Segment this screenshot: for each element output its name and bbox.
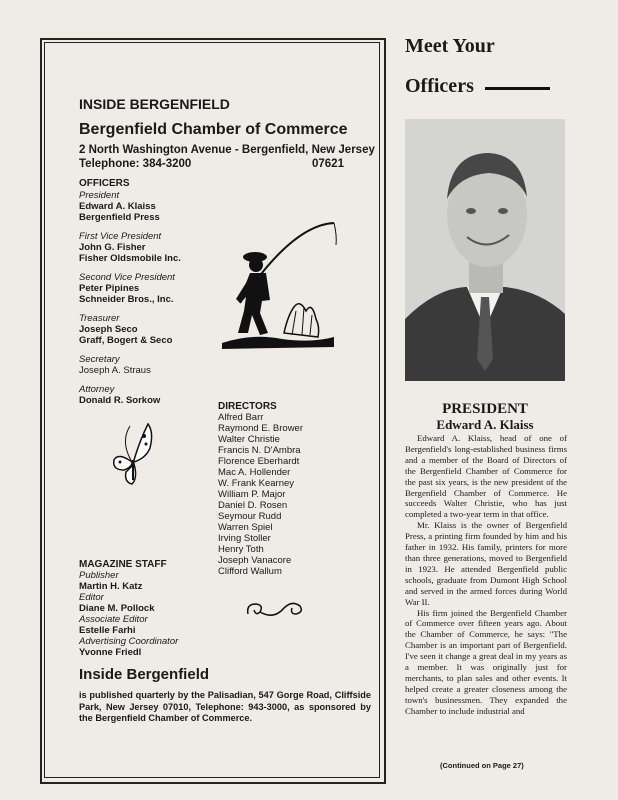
director-name: Irving Stoller <box>218 533 271 544</box>
directors-list <box>218 401 348 577</box>
officer-name: John G. Fisher <box>79 242 146 253</box>
staff-role: Associate Editor <box>79 614 148 625</box>
chamber-address: 2 North Washington Avenue - Bergenfield, New Jersey <box>79 144 375 156</box>
staff-role: Advertising Coordinator <box>79 636 179 647</box>
staff-role: Publisher <box>79 570 119 581</box>
scroll-flourish-ornament <box>244 596 306 622</box>
officer-role: Attorney <box>79 384 115 395</box>
director-name: Joseph Vanacore <box>218 555 292 566</box>
officer-name: Edward A. Klaiss <box>79 201 156 212</box>
director-name: Florence Eberhardt <box>218 456 300 467</box>
masthead-title: INSIDE BERGENFIELD <box>79 96 230 112</box>
staff-name: Diane M. Pollock <box>79 603 155 614</box>
continued-note: (Continued on Page 27) <box>440 761 524 770</box>
officer-treasurer <box>79 313 209 346</box>
director-name: Seymour Rudd <box>218 511 282 522</box>
officer-president <box>79 190 209 223</box>
officer-company: Schneider Bros., Inc. <box>79 294 174 305</box>
chamber-telephone: Telephone: 384-3200 <box>79 158 192 170</box>
officer-role: President <box>79 190 120 201</box>
officers-heading: OFFICERS <box>79 178 130 189</box>
president-portrait-photo <box>405 119 565 381</box>
bio-paragraph: Edward A. Klaiss, head of one of Bergenfield's long-established business firms and a member of the Board of Directors of the Bergenfield Chamber of Commerce for the past six years, is the new president of the Bergenfield Chamber of Commerce. He succeeds Walter Christie, who has just completed a two-year term in that office. <box>405 433 567 520</box>
staff-role: Editor <box>79 592 104 603</box>
chamber-name: Bergenfield Chamber of Commerce <box>79 121 348 138</box>
director-name: Walter Christie <box>218 434 280 445</box>
director-name: W. Frank Kearney <box>218 478 295 489</box>
director-name: Francis N. D'Ambra <box>218 445 301 456</box>
officer-secretary <box>79 354 209 376</box>
officers-list <box>79 178 209 406</box>
director-name: Warren Spiel <box>218 522 273 533</box>
chamber-zip: 07621 <box>312 158 344 170</box>
officer-name: Peter Pipines <box>79 283 140 294</box>
bio-paragraph: His firm joined the Bergenfield Chamber of Commerce over fifteen years ago. About the Chamber of Commerce, he says: "The Chamber is an important part of Bergenfield. I've seen it change a great deal in my years as a member. It was originally just for merchants, to plan sales and other events. It helped create a greater closeness among the town's businessmen. They expanded the Chamber to include industrial and <box>405 607 567 716</box>
officer-company: Graff, Bogert & Seco <box>79 335 173 346</box>
feature-title-line1: Meet Your <box>405 35 495 57</box>
president-biography <box>405 433 567 717</box>
publication-heading: Inside Bergenfield <box>79 666 210 683</box>
officer-name: Donald R. Sorkow <box>79 395 161 406</box>
officer-company: Fisher Oldsmobile Inc. <box>79 253 181 264</box>
officer-role: Secretary <box>79 354 120 365</box>
director-name: Henry Toth <box>218 544 264 555</box>
officer-role: Second Vice President <box>79 272 175 283</box>
officer-name: Joseph Seco <box>79 324 138 335</box>
fisherman-silhouette-illustration <box>222 215 342 355</box>
officer-company: Bergenfield Press <box>79 212 160 223</box>
president-name: Edward A. Klaiss <box>436 417 534 432</box>
title-rule <box>485 87 550 90</box>
director-name: Daniel D. Rosen <box>218 500 288 511</box>
officer-first-vp <box>79 231 209 264</box>
director-name: Mac A. Hollender <box>218 467 291 478</box>
staff-name: Estelle Farhi <box>79 625 136 636</box>
portrait-image <box>405 119 565 381</box>
directors-heading: DIRECTORS <box>218 401 277 412</box>
president-title: PRESIDENT <box>442 401 528 417</box>
director-name: Raymond E. Brower <box>218 423 304 434</box>
director-name: William P. Major <box>218 489 286 500</box>
bio-paragraph: Mr. Klaiss is the owner of Bergenfield Press, a printing firm founded by him and his father in 1932. His family, printers for more than three generations, moved to Bergenfield in 1923. He attended Bergenfield public schools, graduate from Dumont High School and served in the armed forces during World War II. <box>405 520 567 607</box>
staff-heading: MAGAZINE STAFF <box>79 559 167 570</box>
director-name: Alfred Barr <box>218 412 264 423</box>
officer-attorney <box>79 384 209 406</box>
feature-title-line2: Officers <box>405 75 474 97</box>
director-name: Clifford Wallum <box>218 566 282 577</box>
staff-name: Yvonne Friedl <box>79 647 142 658</box>
officer-role: Treasurer <box>79 313 120 324</box>
magazine-staff-list <box>79 559 219 658</box>
publication-note: is published quarterly by the Palisadian, 547 Gorge Road, Cliffside Park, New Jersey 07010, Telephone: 943-3000, as sponsored by the Bergenfield Chamber of Commerce. <box>79 690 371 723</box>
officer-second-vp <box>79 272 209 305</box>
officer-name: Joseph A. Straus <box>79 365 151 376</box>
butterfly-illustration <box>110 422 156 488</box>
officer-role: First Vice President <box>79 231 162 242</box>
staff-name: Martin H. Katz <box>79 581 143 592</box>
